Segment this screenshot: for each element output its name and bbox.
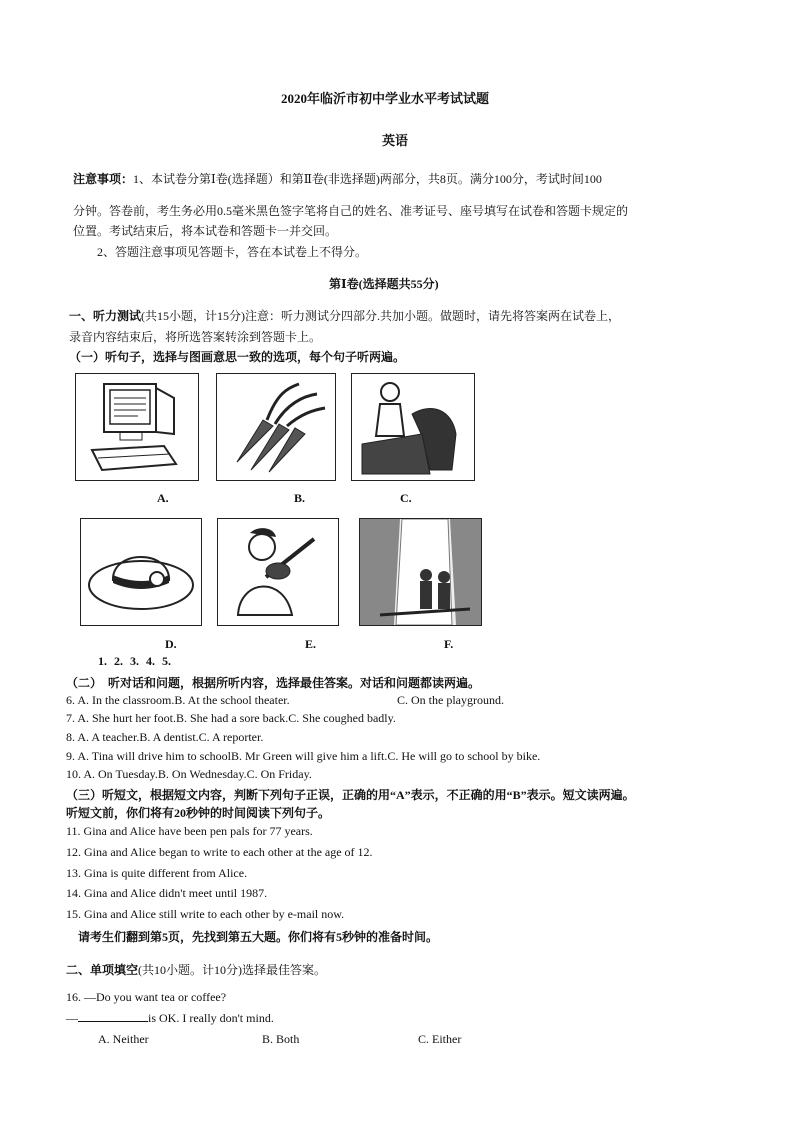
picture-e-label: E. [305,637,317,651]
question-13: 13. Gina is quite different from Alice. [66,866,248,880]
section-1-instruction: 注意：听力测试分四部分.共加小题。做题时，请先将答案两在试卷上， [245,309,621,323]
picture-a-label: A. [157,491,169,505]
notice-line-4: 2、答题注意事项见答题卡，答在本试卷上不得分。 [97,245,368,259]
question-11: 11. Gina and Alice have been pen pals for 77 years. [66,824,313,838]
question-6-option-c: C. On the playground. [397,693,504,707]
answer-numbers: 1. 2. 3. 4. 5. [98,654,171,668]
horse-rider-icon [352,374,474,480]
part-3-title-2: 听短文前，你们将有20秒钟的时间阅读下列句子。 [66,806,331,820]
section-1-instruction-2: 录音内容结束后，将所选答案转涂到答题卡上。 [69,330,322,344]
question-7: 7. A. She hurt her foot.B. She had a sore back.C. She coughed badly. [66,711,396,725]
notice-label: 注意事项： [73,172,134,186]
dash: — [66,1011,78,1025]
answer-blank [78,1011,148,1022]
question-12: 12. Gina and Alice began to write to each other at the age of 12. [66,845,373,859]
part-3-title: （三）听短文，根据短文内容，判断下列句子正误，正确的用“A”表示，不正确的用“B”表示。短文读两遍。 [66,788,635,802]
picture-d-label: D. [165,637,177,651]
picture-e [217,518,339,626]
question-16-response [66,1011,274,1026]
response-text: is OK. I really don't mind. [148,1011,274,1025]
option-c: C. Either [418,1032,462,1046]
hat-icon [81,519,201,625]
page-turn-notice: 请考生们翻到第5页，先找到第五大题。你们将有5秒钟的准备时间。 [78,930,439,944]
waterfall-icon [360,519,481,625]
section-2-heading [66,961,326,978]
section-1-heading [69,307,620,324]
section-2-title: 二、单项填空 [66,963,139,977]
part-2-text: 听对话和问题，根据所听内容，选择最佳答案。对话和问题都读两遍。 [108,676,481,690]
picture-f-label: F. [444,637,454,651]
section-1-title: 一、听力测试 [69,309,142,323]
part-2-number: （二） [66,676,103,690]
section-1-title-rest: (共15小题，计15分) [141,309,246,323]
picture-f [359,518,482,626]
option-b: B. Both [262,1032,300,1046]
computer-icon [76,374,198,480]
section-2-title-rest: (共10小题。计10分)选择最佳答案。 [138,963,327,977]
notice-line-2: 分钟。答卷前，考生务必用0.5毫米黑色签字笔将自己的姓名、准考证号、座号填写在试卷和答题卡规定的 [73,204,629,218]
question-16-stem: 16. —Do you want tea or coffee? [66,990,227,1004]
part-1-title: （一）听句子，选择与图画意思一致的选项，每个句子听两遍。 [69,350,406,364]
picture-a [75,373,199,481]
notice-line-1 [73,170,602,187]
picture-c-label: C. [400,491,412,505]
picture-b-label: B. [294,491,306,505]
subject-title: 英语 [382,133,409,148]
picture-c [351,373,475,481]
notice-text-1: 1、本试卷分第Ⅰ卷(选择题）和第Ⅱ卷(非选择题)两部分，共8页。满分100分，考试时间100 [133,172,602,186]
violin-player-icon [218,519,338,625]
question-15: 15. Gina and Alice still write to each other by e-mail now. [66,907,345,921]
question-6: 6. A. In the classroom.B. At the school theater. [66,693,290,707]
part-2-title [66,674,480,691]
question-8: 8. A. A teacher.B. A dentist.C. A reporter. [66,730,264,744]
volume-1-title: 第Ⅰ卷(选择题共55分) [329,277,439,291]
exam-title: 2020年临沂市初中学业水平考试试题 [281,91,490,106]
question-9: 9. A. Tina will drive him to schoolB. Mr Green will give him a lift.C. He will go to school by bike. [66,749,541,763]
question-10: 10. A. On Tuesday.B. On Wednesday.C. On Friday. [66,767,312,781]
carrots-icon [217,374,335,480]
picture-d [80,518,202,626]
question-14: 14. Gina and Alice didn't meet until 1987. [66,886,268,900]
option-a: A. Neither [98,1032,149,1046]
picture-b [216,373,336,481]
notice-line-3: 位置。考试结束后，将本试卷和答题卡一并交回。 [73,224,338,238]
